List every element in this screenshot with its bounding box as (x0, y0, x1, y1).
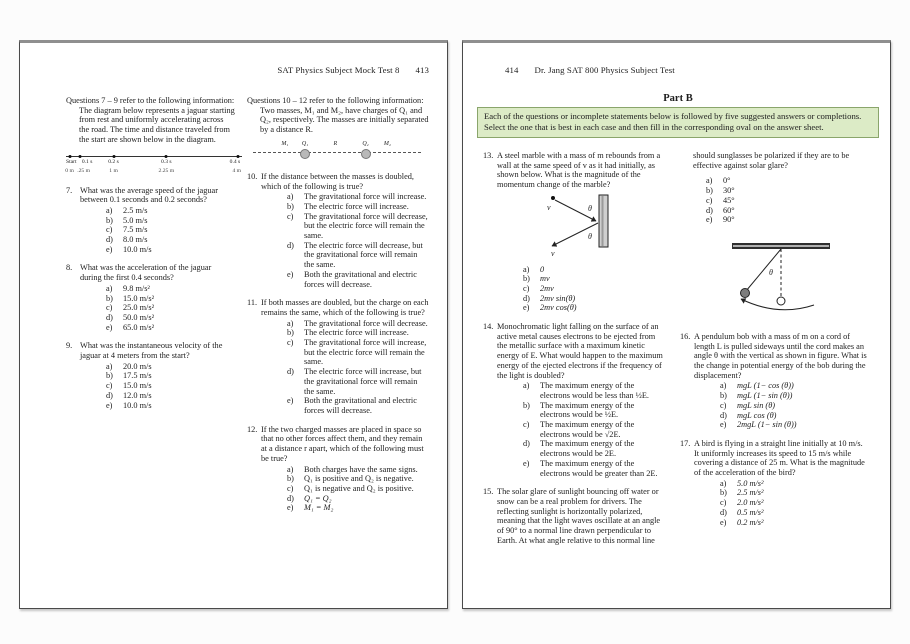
option-label: b) (106, 293, 113, 303)
option-text: 9.8 m/s² (123, 283, 150, 293)
option-text: 2mv (540, 283, 554, 293)
question-number: 16. (680, 331, 691, 341)
running-header-title: SAT Physics Subject Mock Test 8 (277, 65, 400, 75)
option-c (80, 303, 235, 313)
option-label: b) (287, 328, 294, 338)
option-text: 0.5 m/s² (737, 507, 764, 517)
option-text: 60° (723, 205, 735, 215)
option-label: c) (720, 400, 727, 410)
option-text: Q₁ is negative and Q₂ is positive. (304, 483, 414, 493)
option-text: 30° (723, 186, 735, 196)
option-label: e) (287, 503, 294, 513)
option-text: 2mv sin(θ) (540, 293, 576, 303)
option-b (497, 401, 666, 420)
option-a (497, 265, 666, 275)
option-label: e) (106, 244, 113, 254)
option-e (497, 459, 666, 478)
option-label: c) (287, 338, 294, 348)
option-text: 7.5 m/s (123, 225, 148, 235)
option-b (80, 294, 235, 304)
option-text: mgL sin (θ) (737, 400, 776, 410)
option-text: The gravitational force will decrease, but the electric force will remain the same. (304, 211, 428, 241)
page-number: 413 (415, 65, 429, 75)
option-label: e) (287, 269, 294, 279)
option-d (80, 313, 235, 323)
option-label: d) (106, 312, 113, 322)
timeline-dot (165, 155, 168, 158)
question-7 (66, 186, 235, 255)
option-d (261, 494, 429, 504)
option-d (261, 367, 429, 396)
option-text: 2mgL (1− sin (θ)) (737, 420, 797, 430)
option-d (80, 235, 235, 245)
option-label: e) (720, 517, 727, 527)
option-label: b) (287, 201, 294, 211)
question-15-options (680, 176, 868, 225)
question-text: If the two charged masses are placed in space so that no other forces affect them, and they remain at a distance r apart, which of the following must be true? (261, 424, 424, 463)
option-text: The electric force will increase, but the gravitational force will remain the same. (304, 367, 422, 396)
question-number: 7. (66, 185, 73, 195)
question-number: 17. (680, 438, 691, 448)
lower-angle-label: θ (588, 231, 592, 241)
option-d (80, 391, 235, 401)
question-15 (483, 487, 666, 545)
option-label: d) (706, 205, 713, 215)
option-e (694, 420, 868, 430)
option-d (497, 439, 666, 458)
option-text: The gravitational force will increase, but the electric force will remain the same. (304, 338, 427, 367)
option-label: e) (106, 322, 113, 332)
option-label: e) (287, 396, 294, 406)
question-10 (247, 172, 429, 289)
option-text: 10.0 m/s (123, 400, 152, 410)
option-text: 10.0 m/s (123, 244, 152, 254)
option-text: 8.0 m/s (123, 235, 148, 245)
option-label: a) (287, 464, 294, 474)
option-text: 15.0 m/s² (123, 293, 155, 303)
option-c (261, 212, 429, 241)
option-text: 17.5 m/s (123, 371, 152, 381)
option-label: e) (523, 458, 530, 468)
instructions-box: Each of the questions or incomplete statements below is followed by five suggested answers or completions. Select the one that is best in each case and then fill in the corresponding oval on the answer sheet. (477, 107, 879, 138)
rest-position-bob (777, 297, 785, 305)
option-text: Q₁ is positive and Q₂ is negative. (304, 474, 414, 484)
question-15-continuation: should sunglasses be polarized if they are to be effective against solar glare? (693, 151, 850, 170)
option-text: 5.0 m/s (123, 215, 148, 225)
option-e (80, 245, 235, 255)
option-text: Both charges have the same signs. (304, 464, 418, 474)
option-e (80, 323, 235, 333)
question-number: 15. (483, 487, 494, 497)
option-text: mgL (1− cos (θ)) (737, 381, 794, 391)
right-page-column-2 (680, 151, 870, 555)
option-e (261, 270, 429, 289)
question-number: 14. (483, 322, 494, 332)
charge-1-label: Q₁ (301, 140, 309, 147)
mass-2-label: M₂ (383, 140, 391, 147)
question-text: A pendulum bob with a mass of m on a cord of length L is pulled sideways until the cord makes an angle θ with the vertical as shown in figure. What is the change in potential energy of the bob during the displacement? (694, 331, 867, 380)
question-12 (247, 425, 429, 513)
option-c (694, 498, 868, 508)
incoming-velocity-label: v (547, 202, 551, 212)
option-e (261, 503, 429, 513)
question-number: 11. (247, 298, 258, 308)
option-label: d) (720, 410, 727, 420)
option-label: d) (287, 367, 294, 377)
option-b (680, 186, 868, 196)
question-number: 8. (66, 263, 73, 273)
option-c (261, 484, 429, 494)
option-text: 2.5 m/s² (737, 488, 764, 498)
option-label: b) (523, 400, 530, 410)
question-text: If the distance between the masses is doubled, which of the following is true? (261, 171, 414, 191)
outgoing-velocity-label: v (551, 248, 555, 257)
option-label: a) (720, 478, 727, 488)
option-label: c) (720, 498, 727, 508)
left-page-column-1 (66, 96, 247, 522)
option-label: d) (523, 293, 530, 303)
option-label: b) (706, 186, 713, 196)
option-a (80, 362, 235, 372)
option-text: 50.0 m/s² (123, 312, 155, 322)
timeline-time-label: 0.2 s (108, 158, 119, 165)
option-label: b) (720, 391, 727, 401)
option-text: mv (540, 274, 550, 284)
question-17 (680, 439, 868, 527)
option-a (680, 176, 868, 186)
option-label: d) (720, 507, 727, 517)
option-a (261, 319, 429, 329)
timeline-distance-label: 4 m (232, 167, 241, 174)
mass-1-label: M₁ (281, 140, 289, 147)
timeline-time-label: Start (65, 158, 77, 165)
option-text: The maximum energy of the electrons would be less than ½E. (540, 381, 649, 400)
option-text: 65.0 m/s² (123, 322, 155, 332)
distance-label: R (333, 140, 338, 147)
option-a (80, 206, 235, 216)
timeline-time-label: 0.4 s (229, 158, 241, 165)
option-label: d) (106, 235, 113, 245)
question-text: The solar glare of sunlight bouncing off water or snow can be a real problem for drivers. The reflecting sunlight is horizontally polarized, meaning that the light waves oscillate at an angle of 90° to a normal line drawn perpendicular to Earth. At what angle relative to this normal line (497, 487, 661, 545)
option-text: 20.0 m/s (123, 361, 152, 371)
running-header-title: Dr. Jang SAT 800 Physics Subject Test (534, 65, 675, 75)
question-text: If both masses are doubled, but the charge on each remains the same, which of the following is true? (261, 298, 429, 317)
option-e (497, 303, 666, 313)
option-text: The electric force will increase. (304, 201, 409, 211)
option-a (261, 465, 429, 475)
option-text: 12.0 m/s (123, 390, 152, 400)
option-a (497, 381, 666, 400)
option-label: b) (287, 474, 294, 484)
group-7-9-intro-body: The diagram below represents a jaguar starting from rest and uniformly accelerating across the road. The time and distance traveled from the start are shown below in the diagram. (79, 105, 235, 144)
option-text: 0.2 m/s² (737, 517, 764, 527)
option-label: c) (523, 420, 530, 430)
option-label: c) (106, 303, 113, 313)
option-label: b) (106, 371, 113, 381)
timeline-dot (68, 155, 71, 158)
option-label: c) (287, 483, 294, 493)
part-b-section (477, 93, 879, 138)
dashed-line (253, 152, 421, 153)
timeline-time-label: 0.1 s (81, 158, 93, 165)
option-label: a) (523, 381, 530, 391)
question-number: 10. (247, 171, 258, 181)
pendulum-figure (722, 239, 868, 322)
option-label: c) (523, 283, 530, 293)
question-9 (66, 341, 235, 410)
question-16 (680, 332, 868, 430)
option-text: 2.5 m/s (123, 205, 148, 215)
option-d (497, 294, 666, 304)
timeline-distance-label: .25 m (77, 167, 90, 174)
group-10-12-intro-lead: Questions 10 – 12 refer to the following information: (247, 96, 424, 105)
option-e (694, 518, 868, 528)
option-d (694, 411, 868, 421)
option-text: 0° (723, 176, 731, 186)
question-text: What was the acceleration of the jaguar during the first 0.4 seconds? (80, 263, 212, 283)
right-page-column-1 (483, 151, 680, 555)
option-label: e) (706, 215, 713, 225)
question-number: 13. (483, 151, 494, 160)
option-text: The gravitational force will increase. (304, 192, 427, 202)
option-label: d) (523, 439, 530, 449)
option-label: d) (287, 240, 294, 250)
timeline-dot (237, 155, 240, 158)
option-c (261, 338, 429, 367)
option-text: 5.0 m/s² (737, 478, 764, 488)
option-b (497, 274, 666, 284)
option-text: 45° (723, 195, 735, 205)
question-11 (247, 298, 429, 415)
option-text: 0 (540, 264, 545, 274)
option-c (497, 420, 666, 439)
question-number: 12. (247, 424, 258, 434)
option-b (261, 328, 429, 338)
page-left (19, 40, 448, 609)
option-c (80, 381, 235, 391)
option-text: mgL (1− sin (θ)) (737, 391, 793, 401)
option-label: a) (720, 381, 727, 391)
option-label: b) (106, 215, 113, 225)
timeline-distance-label: 2.25 m (158, 167, 175, 174)
running-header-left (277, 65, 429, 75)
option-label: a) (287, 318, 294, 328)
option-label: a) (106, 283, 113, 293)
option-label: a) (287, 192, 294, 202)
option-label: b) (720, 488, 727, 498)
option-e (80, 401, 235, 411)
option-b (694, 488, 868, 498)
option-label: d) (287, 493, 294, 503)
question-8 (66, 263, 235, 332)
option-c (80, 225, 235, 235)
option-a (694, 479, 868, 489)
option-b (261, 202, 429, 212)
option-text: 2mv cos(θ) (540, 303, 577, 313)
option-text: The electric force will decrease, but the gravitational force will remain the same. (304, 240, 423, 270)
question-text: What was the instantaneous velocity of the jaguar at 4 meters from the start? (80, 341, 223, 361)
option-text: The maximum energy of the electrons would be greater than 2E. (540, 458, 658, 478)
angle-label: θ (769, 267, 773, 277)
timeline-dot (112, 155, 115, 158)
option-text: Both the gravitational and electric forces will decrease. (304, 396, 417, 415)
option-a (694, 381, 868, 391)
group-7-9-intro-lead: Questions 7 – 9 refer to the following information: (66, 96, 235, 105)
option-label: c) (287, 211, 294, 221)
option-b (80, 216, 235, 226)
option-label: c) (106, 225, 113, 235)
option-text: The maximum energy of the electrons would be √2E. (540, 420, 635, 439)
option-text: mgL cos (θ) (737, 410, 777, 420)
wall-shading (602, 196, 604, 246)
option-e (680, 215, 868, 225)
timeline-distance-label: 1 m (109, 167, 118, 174)
option-c (497, 284, 666, 294)
ceiling-bar-stripe (733, 245, 829, 247)
timeline-distance-label: 0 m (65, 167, 74, 174)
option-d (261, 241, 429, 270)
option-label: c) (706, 195, 713, 205)
page-right (462, 40, 891, 609)
option-label: d) (106, 390, 113, 400)
left-page-column-2 (247, 96, 433, 522)
page-number: 414 (505, 65, 519, 75)
question-text: Monochromatic light falling on the surface of an active metal causes electrons to be ejected from the metallic surface with a maximum kinetic energy of E. What would happen to the maximum energy of the ejected electrons if the frequency of the light is doubled? (497, 322, 663, 380)
option-b (80, 371, 235, 381)
question-13 (483, 151, 666, 313)
option-label: b) (523, 274, 530, 284)
marble-wall-figure (535, 193, 666, 260)
mass-separation-figure (253, 140, 421, 162)
mass-1-ball (300, 149, 310, 159)
pendulum-cord (746, 249, 781, 291)
option-label: a) (523, 264, 530, 274)
group-10-12-intro-body: Two masses, M₁ and M₂, have charges of Q₁ and Q₂, respectively. The masses are initially separated by a distance R. (260, 105, 429, 135)
option-a (261, 192, 429, 202)
option-text: 2.0 m/s² (737, 498, 764, 508)
question-text: A steel marble with a mass of m rebounds from a wall at the same speed of v as it had initially, as shown below. What is the magnitude of the momentum change of the marble? (497, 151, 661, 190)
question-14 (483, 322, 666, 478)
charge-2-label: Q₂ (362, 140, 369, 147)
option-label: a) (106, 205, 113, 215)
option-d (694, 508, 868, 518)
option-label: c) (106, 381, 113, 391)
option-text: Q₁ = Q₂ (304, 493, 332, 503)
option-e (261, 396, 429, 415)
mass-2-ball (361, 149, 371, 159)
option-text: 15.0 m/s (123, 381, 152, 391)
option-label: a) (706, 176, 713, 186)
option-b (261, 474, 429, 484)
option-label: a) (106, 361, 113, 371)
option-text: M₁ = M₂ (304, 503, 334, 513)
option-text: The maximum energy of the electrons would be 2E. (540, 439, 635, 459)
option-text: The gravitational force will decrease. (304, 318, 428, 328)
option-text: 25.0 m/s² (123, 303, 155, 313)
upper-angle-label: θ (588, 203, 592, 213)
option-label: e) (720, 420, 727, 430)
option-c (680, 196, 868, 206)
jaguar-timeline-figure (66, 150, 242, 177)
option-c (694, 401, 868, 411)
marble-dot (551, 196, 555, 200)
option-label: e) (106, 400, 113, 410)
option-text: The electric force will increase. (304, 328, 409, 338)
option-d (680, 206, 868, 216)
pendulum-bob (741, 288, 750, 297)
question-number: 9. (66, 341, 73, 351)
part-b-heading: Part B (663, 93, 693, 104)
timeline-line (66, 156, 242, 157)
option-text: 90° (723, 215, 735, 225)
running-header-right (505, 65, 675, 75)
question-text: A bird is flying in a straight line initially at 10 m/s. It uniformly increases its speed to 15 m/s while covering a distance of 25 m. What is the magnitude of the acceleration of the bird? (694, 438, 865, 478)
option-b (694, 391, 868, 401)
timeline-time-label: 0.3 s (161, 158, 172, 165)
option-a (80, 284, 235, 294)
option-label: e) (523, 303, 530, 313)
option-text: Both the gravitational and electric forces will decrease. (304, 269, 417, 289)
question-text: What was the average speed of the jaguar between 0.1 seconds and 0.2 seconds? (80, 185, 218, 205)
timeline-dot (79, 155, 82, 158)
option-text: The maximum energy of the electrons would be ½E. (540, 400, 635, 420)
